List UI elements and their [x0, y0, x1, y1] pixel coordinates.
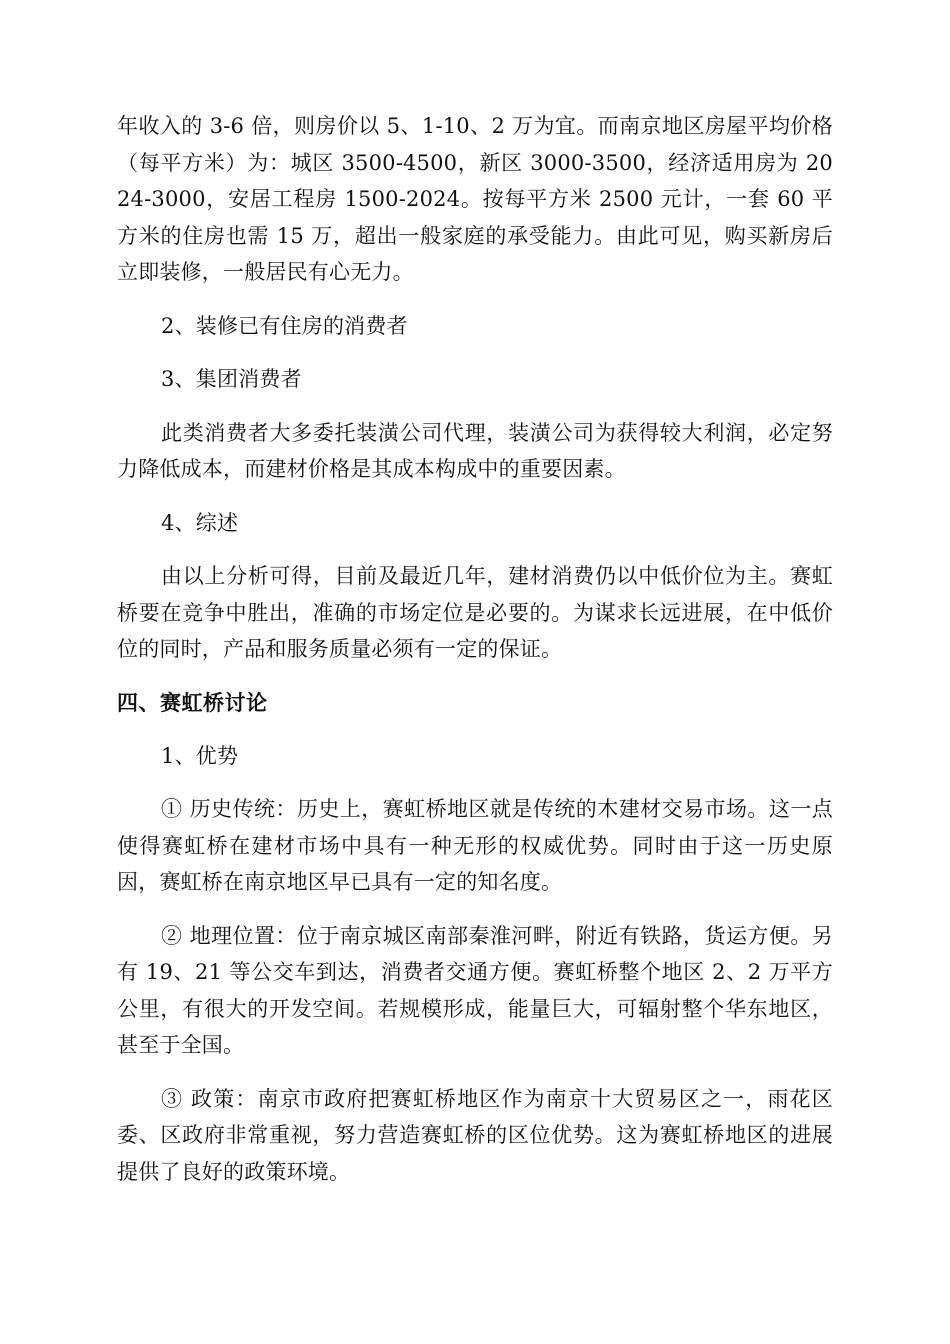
paragraph-location: ② 地理位置：位于南京城区南部秦淮河畔，附近有铁路，货运方便。另有 19、21 等公交车到达，消费者交通方便。赛虹桥整个地区 2、2 万平方公里，有很大的开发空间。若规模形成，能量巨大，可辐射整个华东地区，甚至于全国。: [117, 923, 833, 1057]
list-item-advantages: 1、优势: [161, 743, 239, 768]
paragraph-history: ① 历史传统：历史上，赛虹桥地区就是传统的木建材交易市场。这一点使得赛虹桥在建材市场中具有一种无形的权威优势。同时由于这一历史原因，赛虹桥在南京地区早已具有一定的知名度。: [117, 797, 833, 894]
list-item-existing-home-consumers: 2、装修已有住房的消费者: [161, 313, 408, 338]
paragraph-policy: ③ 政策：南京市政府把赛虹桥地区作为南京十大贸易区之一，雨花区委、区政府非常重视，努力营造赛虹桥的区位优势。这为赛虹桥地区的进展提供了良好的政策环境。: [117, 1086, 833, 1184]
document-body: [117, 108, 833, 1207]
list-item-summary: 4、综述: [161, 510, 239, 535]
list-item-group-consumers: 3、集团消费者: [161, 367, 302, 391]
paragraph-group-consumers: 此类消费者大多委托装潢公司代理，装潢公司为获得较大利润，必定努力降低成本，而建材价格是其成本构成中的重要因素。: [117, 420, 833, 481]
paragraph-housing-price: 年收入的 3-6 倍，则房价以 5、1-10、2 万为宜。而南京地区房屋平均价格（每平方米）为：城区 3500-4500，新区 3000-3500，经济适用房为 2024-3000，安居工程房 1500-2024。按每平方米 2500 元计，一套 60 平方米的住房也需 15 万，超出一般家庭的承受能力。由此可见，购买新房后立即装修，一般居民有心无力。: [117, 114, 833, 284]
section-heading: 四、赛虹桥讨论: [117, 690, 268, 715]
paragraph-summary: 由以上分析可得，目前及最近几年，建材消费仍以中低价位为主。赛虹桥要在竞争中胜出，准确的市场定位是必要的。为谋求长远进展，在中低价位的同时，产品和服务质量必须有一定的保证。: [117, 564, 833, 661]
